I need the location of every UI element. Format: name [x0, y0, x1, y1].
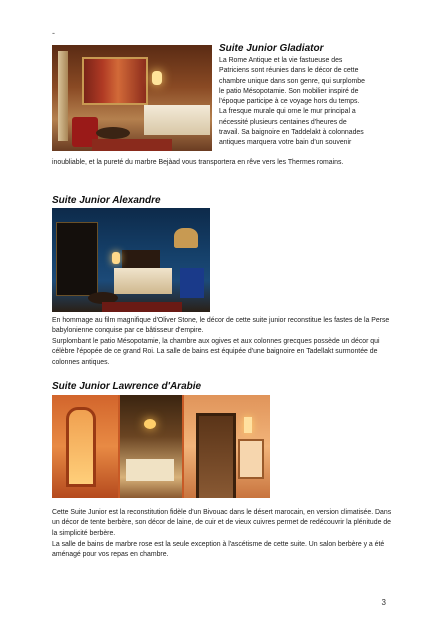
section-title-alexandre: Suite Junior Alexandre	[52, 195, 161, 206]
page-number: 3	[381, 598, 386, 607]
text-line: l'époque participe à ce voyage hors du temps.	[219, 98, 360, 106]
text-line: La Rome Antique et la vie fastueuse des	[219, 57, 343, 64]
text-line: antiques marquera votre bain d'un souvenir	[219, 139, 352, 147]
text-line: Patriciens sont réunies dans le décor de cette	[219, 67, 359, 75]
text-line: La fresque murale qui orne le mur principal a	[219, 108, 356, 116]
lawrence-paragraph-1: Cette Suite Junior est la reconstitution fidèle d'un Bivouac dans le désert marocain, en version climatisée. Dans un décor de tente berbère, son décor de laine, de cuir et de vieux cuivres permet de redécouvrir la plénitude de la simplicité berbère.	[52, 509, 392, 537]
text-line: chambre unique dans son genre, qui surplombe	[219, 77, 365, 85]
section-title-lawrence: Suite Junior Lawrence d'Arabie	[52, 381, 202, 392]
page-top-mark: -	[52, 28, 55, 38]
gladiator-description-tail: inoubliable, et la pureté du marbre Bejàad vous transportera en rêve vers les Thermes romains.	[52, 159, 344, 166]
lawrence-paragraph-2: La salle de bains de marbre rose est la seule exception à l'ascétisme de cette suite. Un salon berbère y a été aménagé pour vos repas en chambre.	[52, 541, 385, 559]
gladiator-suite-photo	[52, 45, 212, 151]
text-line: travail. Sa baignoire en Taddelakt à colonnades	[219, 129, 364, 137]
text-line: le patio Mésopotamie. Son mobilier inspiré de	[219, 87, 359, 95]
text-line: nécessité plusieurs centaines d'heures de	[219, 118, 347, 126]
section-title-gladiator: Suite Junior Gladiator	[219, 43, 324, 54]
alexandre-suite-photo	[52, 208, 210, 312]
alexandre-paragraph-1: En hommage au film magnifique d'Oliver Stone, le décor de cette suite junior reconstitue les fastes de la Perse babylonienne conquise par ce bâtisseur d'empire.	[52, 317, 390, 335]
lawrence-suite-photo	[52, 395, 270, 498]
gladiator-description	[219, 56, 394, 149]
alexandre-paragraph-2: Surplombant le patio Mésopotamie, la chambre aux ogives et aux colonnes grecques possède un décor qui célèbre l'épopée de ce grand Roi. La salle de bains est équipée d'une baignoire en Tadellakt surmontée de colonnes antiques.	[52, 338, 380, 366]
